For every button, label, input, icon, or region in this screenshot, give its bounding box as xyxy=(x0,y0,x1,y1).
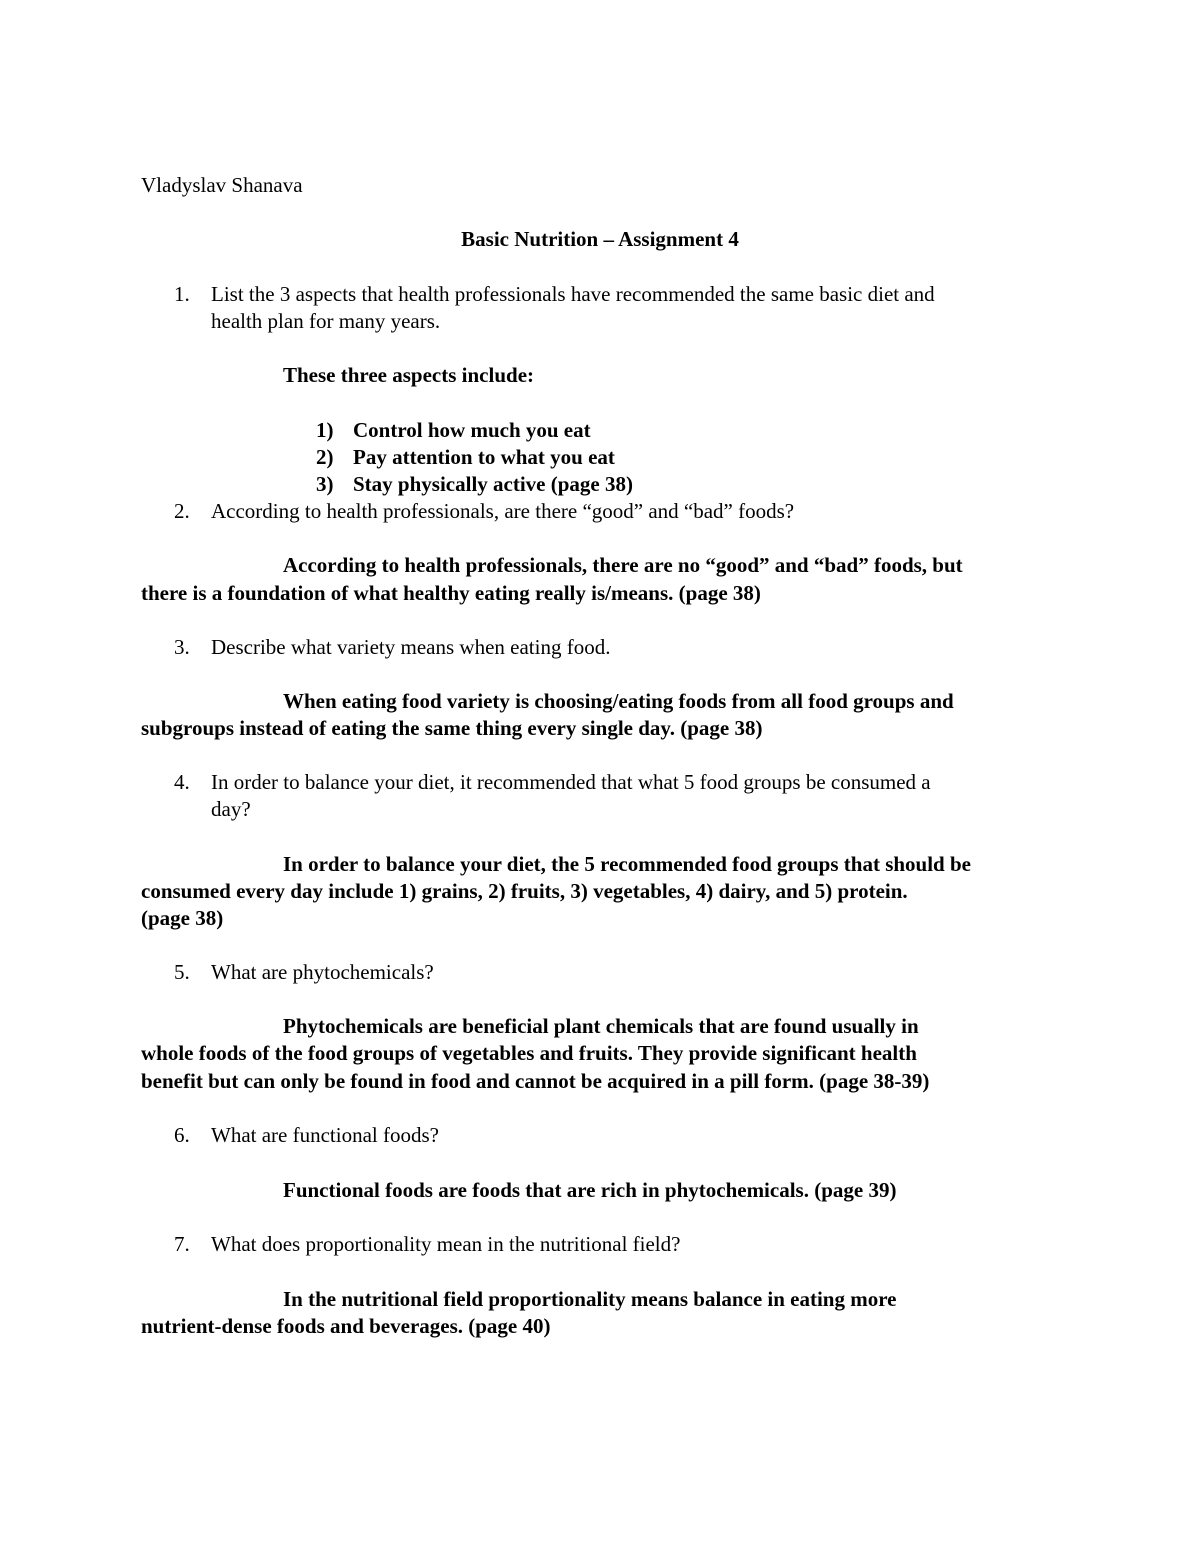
answer-text: (page 38) xyxy=(141,906,224,930)
question-text: What are functional foods? xyxy=(211,1123,439,1147)
question-number: 2. xyxy=(174,499,190,523)
question-number: 4. xyxy=(174,770,190,794)
question-number: 7. xyxy=(174,1232,190,1256)
answer-text: nutrient-dense foods and beverages. (page 40) xyxy=(141,1314,551,1338)
answer-text: When eating food variety is choosing/eating foods from all food groups and xyxy=(283,689,954,713)
question-text: According to health professionals, are there “good” and “bad” foods? xyxy=(211,499,795,523)
question-text: In order to balance your diet, it recommended that what 5 food groups be consumed a xyxy=(211,770,931,794)
question-number: 6. xyxy=(174,1123,190,1147)
answer-text: In the nutritional field proportionality means balance in eating more xyxy=(283,1287,897,1311)
question-number: 3. xyxy=(174,635,190,659)
answer-text: whole foods of the food groups of vegetables and fruits. They provide significant health xyxy=(141,1041,917,1065)
question-number: 1. xyxy=(174,282,190,306)
answer-intro: These three aspects include: xyxy=(283,363,535,387)
question-text: List the 3 aspects that health professionals have recommended the same basic diet and xyxy=(211,282,935,306)
question-text: What does proportionality mean in the nutritional field? xyxy=(211,1232,681,1256)
question-text: day? xyxy=(211,797,251,821)
answer-text: In order to balance your diet, the 5 recommended food groups that should be xyxy=(283,852,971,876)
document-title: Basic Nutrition – Assignment 4 xyxy=(461,227,739,251)
answer-text: Functional foods are foods that are rich in phytochemicals. (page 39) xyxy=(283,1178,897,1202)
answer-text: there is a foundation of what healthy eating really is/means. (page 38) xyxy=(141,581,761,605)
question-text: What are phytochemicals? xyxy=(211,960,434,984)
question-number: 5. xyxy=(174,960,190,984)
question-text: health plan for many years. xyxy=(211,309,441,333)
answer-text: benefit but can only be found in food and cannot be acquired in a pill form. (page 38-39) xyxy=(141,1069,930,1093)
author-name: Vladyslav Shanava xyxy=(141,173,303,197)
answer-text: Phytochemicals are beneficial plant chemicals that are found usually in xyxy=(283,1014,919,1038)
answer-list-item: Pay attention to what you eat xyxy=(353,445,615,469)
answer-list-number: 1) xyxy=(316,418,334,442)
answer-list-number: 3) xyxy=(316,472,334,496)
answer-text: consumed every day include 1) grains, 2) fruits, 3) vegetables, 4) dairy, and 5) protein. xyxy=(141,879,908,903)
answer-list-number: 2) xyxy=(316,445,334,469)
question-text: Describe what variety means when eating food. xyxy=(211,635,611,659)
answer-list-item: Control how much you eat xyxy=(353,418,591,442)
answer-list-item: Stay physically active (page 38) xyxy=(353,472,633,496)
answer-text: subgroups instead of eating the same thing every single day. (page 38) xyxy=(141,716,763,740)
answer-text: According to health professionals, there are no “good” and “bad” foods, but xyxy=(283,553,963,577)
